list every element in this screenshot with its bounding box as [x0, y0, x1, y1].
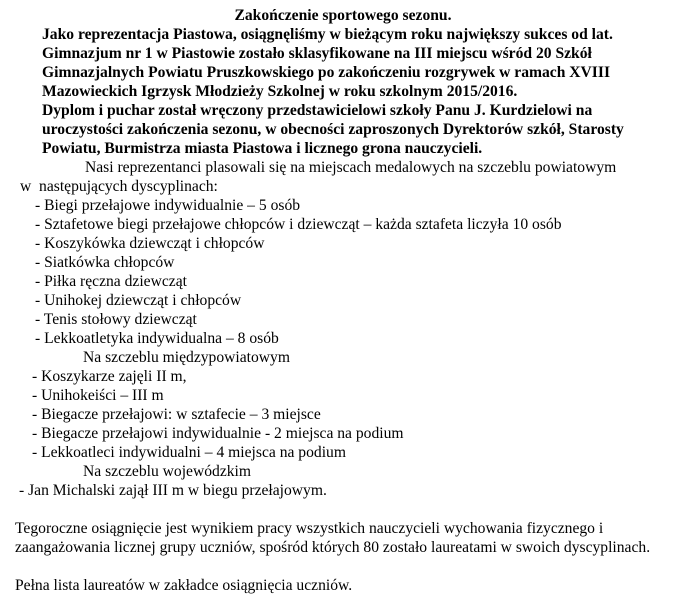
paragraph-line: Gimnazjalnych Powiatu Pruszkowskiego po zakończeniu rozgrywek w ramach XVIII	[42, 64, 611, 81]
spacer	[0, 557, 686, 576]
paragraph-line: Powiatu, Burmistrza miasta Piastowa i licznego grona nauczycieli.	[42, 140, 483, 157]
paragraph-line: uroczystości zakończenia sezonu, w obecności zaproszonych Dyrektorów szkół, Starosty	[42, 121, 624, 138]
list-item: - Koszykarze zajęli II m,	[32, 368, 187, 385]
paragraph-line: w następujących dyscyplinach:	[20, 178, 218, 195]
footer-note: Pełna lista laureatów w zakładce osiągnięcia uczniów.	[15, 577, 353, 594]
list-item: - Unihokej dziewcząt i chłopców	[35, 292, 242, 309]
list-item: - Tenis stołowy dziewcząt	[35, 311, 197, 328]
intro-bold-paragraph	[0, 25, 686, 158]
paragraph-line: Jako reprezentacja Piastowa, osiągnęliśmy w bieżącym roku największy sukces od lat.	[42, 26, 613, 43]
paragraph-line: Gimnazjum nr 1 w Piastowie zostało sklasyfikowane na III miejscu wśród 20 Szkół	[42, 45, 592, 62]
paragraph-line: Nasi reprezentanci plasowali się na miejscach medalowych na szczeblu powiatowym	[85, 159, 617, 176]
list-item: - Biegacze przełajowi: w sztafecie – 3 miejsce	[32, 406, 321, 423]
list-item: - Sztafetowe biegi przełajowe chłopców i dziewcząt – każda sztafeta liczyła 10 osób	[35, 216, 562, 233]
paragraph-line: Mazowieckich Igrzysk Młodzieży Szkolnej w roku szkolnym 2015/2016.	[42, 83, 518, 100]
paragraph-line: zaangażowania licznej grupy uczniów, spośród których 80 zostało laureatami w swoich dyscyplinach.	[15, 539, 651, 556]
list-item: - Siatkówka chłopców	[35, 254, 175, 271]
paragraph-line: Tegoroczne osiągnięcie jest wynikiem pracy wszystkich nauczycieli wychowania fizycznego i	[15, 520, 604, 537]
section-heading: Na szczeblu wojewódzkim	[83, 463, 252, 480]
closing-paragraph	[0, 519, 686, 557]
list-item: - Lekkoatleci indywidualni – 4 miejsca na podium	[32, 444, 346, 461]
list-item: - Piłka ręczna dziewcząt	[35, 273, 187, 290]
spacer	[0, 500, 686, 519]
section-heading: Na szczeblu międzypowiatowym	[83, 349, 290, 366]
list-item: - Koszykówka dziewcząt i chłopców	[35, 235, 265, 252]
list-item: - Biegi przełajowe indywidualnie – 5 osób	[35, 197, 301, 214]
list-item: - Lekkoatletyka indywidualna – 8 osób	[35, 330, 279, 347]
list-item: - Jan Michalski zajął III m w biegu przełajowym.	[19, 482, 327, 499]
voivodeship-section	[0, 462, 686, 500]
list-item: - Unihokeiści – III m	[32, 387, 164, 404]
list-item: - Biegacze przełajowi indywidualnie - 2 miejsca na podium	[32, 425, 404, 442]
county-level-list	[0, 196, 686, 348]
intro-paragraph	[0, 158, 686, 196]
document-title: Zakończenie sportowego sezonu.	[234, 7, 452, 24]
inter-county-section	[0, 348, 686, 462]
paragraph-line: Dyplom i puchar został wręczony przedstawicielowi szkoły Panu J. Kurdzielowi na	[42, 102, 593, 119]
